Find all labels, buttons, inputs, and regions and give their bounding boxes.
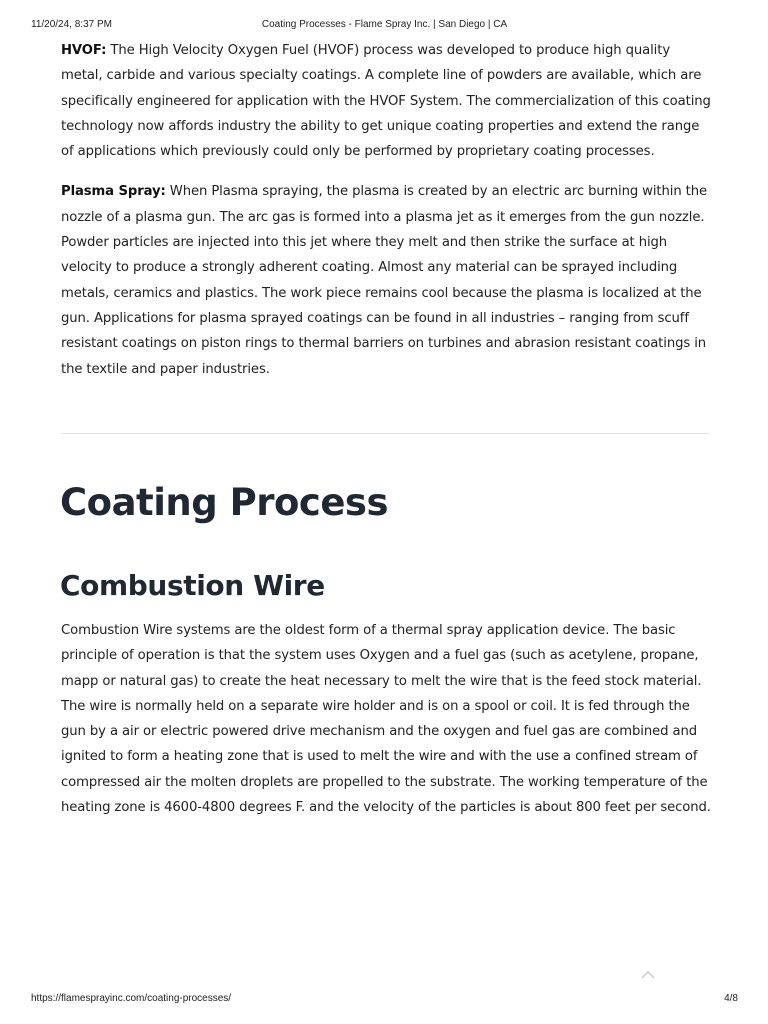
combustion-wire-heading: Combustion Wire	[60, 569, 325, 602]
scroll-to-top-button[interactable]	[640, 966, 656, 978]
chevron-up-icon	[640, 969, 656, 981]
print-page-number: 4/8	[724, 993, 738, 1004]
plasma-text: When Plasma spraying, the plasma is created by an electric arc burning within the nozzle of a plasma gun. The arc gas is formed into a plasma jet as it emerges from the gun nozzle. Powder particles are injected into this jet where they melt and then strike the surface at high velocity to produce a strongly adherent coating. Almost any material can be sprayed including metals, ceramics and plastics. The work piece remains cool because the plasma is localized at the gun. Applications for plasma sprayed coatings can be found in all industries – ranging from scuff resistant coatings on piston rings to thermal barriers on turbines and abrasion resistant coatings in the textile and paper industries.	[61, 184, 708, 377]
section-divider	[61, 433, 709, 434]
hvof-text: The High Velocity Oxygen Fuel (HVOF) process was developed to produce high quality metal, carbide and various specialty coatings. A complete line of powders are available, which are specifically engineered for application with the HVOF System. The commercialization of this coating technology now affords industry the ability to get unique coating properties and extend the range of applications which previously could only be performed by proprietary coating processes.	[61, 43, 711, 160]
print-footer	[31, 993, 738, 1007]
plasma-paragraph	[61, 179, 711, 381]
plasma-label: Plasma Spray:	[61, 184, 166, 200]
section-heading: Coating Process	[60, 481, 388, 524]
print-url: https://flamesprayinc.com/coating-processes/	[31, 993, 232, 1004]
combustion-wire-paragraph: Combustion Wire systems are the oldest form of a thermal spray application device. The basic principle of operation is that the system uses Oxygen and a fuel gas (such as acetylene, propane, mapp or natural gas) to create the heat necessary to melt the wire that is the feed stock material. The wire is normally held on a separate wire holder and is on a spool or coil. It is fed through the gun by a air or electric powered drive mechanism and the oxygen and fuel gas are combined and ignited to form a heating zone that is used to melt the wire and with the use a confined stream of compressed air the molten droplets are propelled to the substrate. The working temperature of the heating zone is 4600-4800 degrees F. and the velocity of the particles is about 800 feet per second.	[61, 623, 711, 816]
print-datetime: 11/20/24, 8:37 PM	[31, 19, 112, 30]
print-page-title: Coating Processes - Flame Spray Inc. | San Diego | CA	[261, 19, 508, 30]
combustion-wire-content	[61, 618, 711, 820]
hvof-label: HVOF:	[61, 43, 107, 58]
print-header	[31, 19, 738, 33]
intro-content	[61, 38, 711, 382]
hvof-paragraph	[61, 38, 711, 164]
